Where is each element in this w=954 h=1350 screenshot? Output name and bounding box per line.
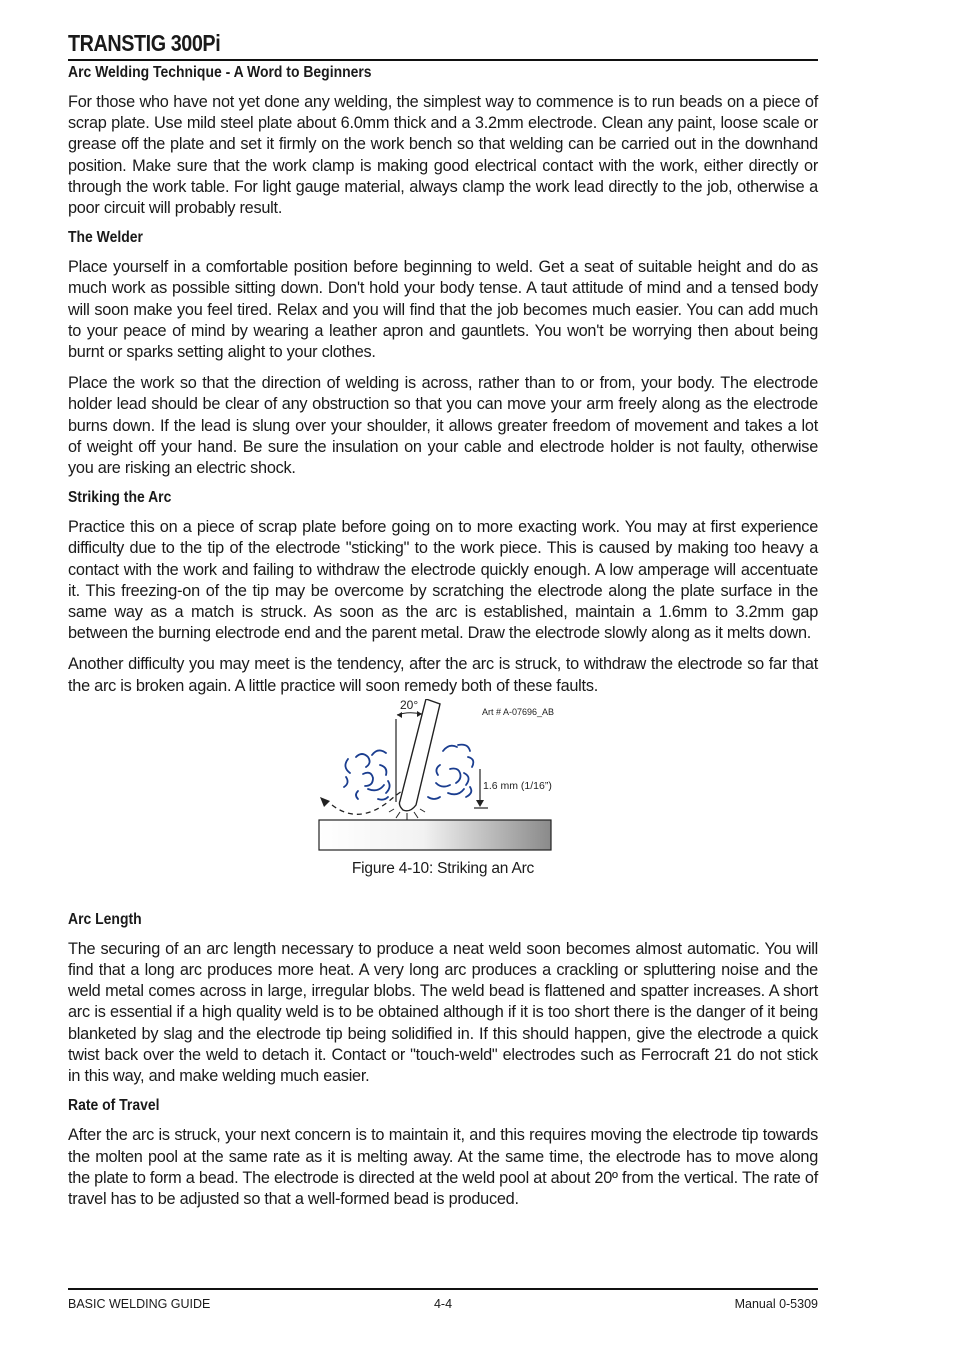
main-content <box>68 64 818 1220</box>
footer-guide-title: BASIC WELDING GUIDE <box>68 1297 211 1311</box>
striking-arc-illustration <box>308 699 578 859</box>
electrode <box>399 699 440 811</box>
footer-manual-number: Manual 0-5309 <box>734 1297 818 1311</box>
paragraph: Another difficulty you may meet is the tendency, after the arc is struck, to withdraw the electrode so far that the arc is broken again. A little practice will soon remedy both of these faults. <box>68 655 818 695</box>
section-heading: Striking the Arc <box>68 489 172 507</box>
art-number: Art # A-07696_AB <box>482 706 555 717</box>
figure-striking-arc <box>68 699 818 881</box>
section-striking-the-arc <box>68 489 818 697</box>
paragraph: After the arc is struck, your next concern is to maintain it, and this requires moving the electrode tip towards the molten pool at the same rate as it is melting away. At the same time, the electrode has to move along the plate to form a bead. The electrode is directed at the weld pool at about 20º from the vertical. The rate of travel has to be adjusted so that a well-formed bead is produced. <box>68 1126 818 1208</box>
section-heading: Arc Length <box>68 910 142 928</box>
section-heading: Arc Welding Technique - A Word to Beginners <box>68 64 372 81</box>
section-beginners <box>68 64 818 219</box>
paragraph: Place the work so that the direction of welding is across, rather than to or from, your body. The electrode holder lead should be clear of any obstruction so that you can move your arm freely along as the electrode burns down. If the lead is slung over your shoulder, it allows greater freedom of movement and takes a lot of weight off your hand. Be sure the insulation on your cable and electrode holder is not faulty, otherwise you are risking an electric shock. <box>68 374 818 478</box>
spatter-left <box>344 750 390 799</box>
figure-caption: Figure 4-10: Striking an Arc <box>351 859 535 877</box>
section-rate-of-travel <box>68 1097 818 1210</box>
spatter-right <box>428 744 473 798</box>
angle-label: 20° <box>400 698 419 712</box>
section-arc-length <box>68 911 818 1087</box>
footer-page-number: 4-4 <box>433 1297 453 1311</box>
gap-label: 1.6 mm (1/16”) <box>483 779 552 792</box>
paragraph: The securing of an arc length necessary to produce a neat weld soon becomes almost automatic. You will find that a long arc produces more heat. A very long arc produces a crackling or spluttering noise and the weld metal comes across in large, irregular blobs. The weld bead is flattened and spatter increases. A short arc is essential if a high quality weld is to be obtained although if it is too short there is the danger of it being blanketed by slag and the electrode tip being solidified in. If this should happen, give the electrode a quick twist back over the weld to detach it. Contact or "touch-weld" electrodes such as Ferrocraft 21 do not stick in this way, and make welding much easier. <box>68 939 818 1086</box>
section-heading: Rate of Travel <box>68 1097 160 1115</box>
footer-divider <box>68 1288 818 1290</box>
page <box>68 0 818 1350</box>
title-divider <box>68 59 818 61</box>
section-the-welder <box>68 229 818 479</box>
section-heading: The Welder <box>68 229 143 247</box>
paragraph: Practice this on a piece of scrap plate before going on to more exacting work. You may at first experience difficulty due to the tip of the electrode "sticking" to the work piece. This is caused by making too heavy a contact with the work and failing to withdraw the electrode quickly enough. A low amperage will accentuate it. This freezing-on of the tip may be overcome by scratching the electrode along the plate surface in the same way as a match is struck. As soon as the arc is established, maintain a 1.6mm to 3.2mm gap between the burning electrode end and the parent metal. Draw the electrode slowly along as it melts down. <box>68 518 818 643</box>
page-title: TRANSTIG 300Pi <box>68 30 221 56</box>
paragraph: Place yourself in a comfortable position before beginning to weld. Get a seat of suitable height and do as much work as possible sitting down. Don't hold your body tense. A taut attitude of mind and a tensed body will soon make you feel tired. Relax and you will find that the job becomes much easier. You can add much to your peace of mind by wearing a leather apron and gauntlets. You won't be worrying then about being burnt or sparks setting alight to your clothes. <box>68 258 818 362</box>
work-plate <box>319 820 551 850</box>
paragraph: For those who have not yet done any welding, the simplest way to commence is to run beads on a piece of scrap plate. Use mild steel plate about 6.0mm thick and a 3.2mm electrode. Clean any paint, loose scale or grease off the plate and set it firmly on the work bench so that welding can be carried out in the downhand position. Make sure that the work clamp is making good electrical contact with the work, either directly or through the work table. For light gauge material, always clamp the work lead directly to the job, otherwise a poor circuit will probably result. <box>68 93 818 218</box>
